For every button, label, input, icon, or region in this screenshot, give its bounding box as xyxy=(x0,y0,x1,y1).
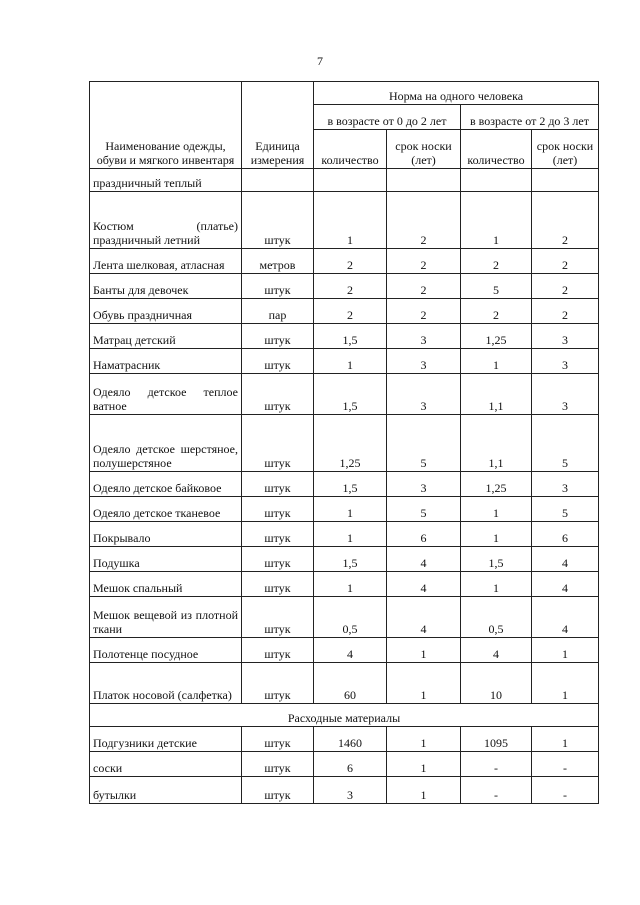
qty-0-2: 1,5 xyxy=(314,472,387,497)
qty-2-3: 1 xyxy=(461,522,532,547)
qty-0-2: 1 xyxy=(314,497,387,522)
term-0-2: 2 xyxy=(387,249,461,274)
item-name: Покрывало xyxy=(90,522,242,547)
item-name: Подгузники детские xyxy=(90,727,242,752)
item-unit: штук xyxy=(242,415,314,472)
header-age-0-2: в возрасте от 0 до 2 лет xyxy=(314,105,461,130)
item-name: Наматрасник xyxy=(90,349,242,374)
header-qty-1: количество xyxy=(314,130,387,169)
qty-2-3: 0,5 xyxy=(461,597,532,638)
item-name: Обувь праздничная xyxy=(90,299,242,324)
item-unit: штук xyxy=(242,192,314,249)
term-0-2: 2 xyxy=(387,274,461,299)
term-2-3: 5 xyxy=(532,497,599,522)
item-unit: штук xyxy=(242,324,314,349)
term-2-3: 1 xyxy=(532,638,599,663)
term-2-3: 3 xyxy=(532,349,599,374)
item-name: Полотенце посудное xyxy=(90,638,242,663)
item-unit: штук xyxy=(242,374,314,415)
term-0-2: 3 xyxy=(387,374,461,415)
term-2-3 xyxy=(532,169,599,192)
item-unit: штук xyxy=(242,597,314,638)
qty-2-3: 1,1 xyxy=(461,415,532,472)
term-0-2: 1 xyxy=(387,638,461,663)
norms-table xyxy=(89,81,599,804)
term-2-3: 4 xyxy=(532,547,599,572)
item-name: Мешок вещевой из плотной ткани xyxy=(90,597,242,638)
item-name: Платок носовой (салфетка) xyxy=(90,663,242,704)
term-2-3: 3 xyxy=(532,374,599,415)
qty-2-3: 2 xyxy=(461,249,532,274)
qty-0-2: 1,25 xyxy=(314,415,387,472)
item-unit: штук xyxy=(242,752,314,777)
term-0-2: 4 xyxy=(387,572,461,597)
term-0-2: 1 xyxy=(387,663,461,704)
item-unit: штук xyxy=(242,547,314,572)
table-row xyxy=(90,324,599,349)
qty-2-3: 1 xyxy=(461,572,532,597)
item-name: бутылки xyxy=(90,777,242,804)
term-2-3: - xyxy=(532,777,599,804)
term-0-2: 5 xyxy=(387,497,461,522)
section-row xyxy=(90,704,599,727)
term-2-3: 1 xyxy=(532,727,599,752)
qty-0-2: 0,5 xyxy=(314,597,387,638)
qty-2-3: - xyxy=(461,777,532,804)
item-name: Одеяло детское тканевое xyxy=(90,497,242,522)
qty-0-2: 2 xyxy=(314,299,387,324)
item-unit: штук xyxy=(242,497,314,522)
term-2-3: 2 xyxy=(532,249,599,274)
header-unit: Единица измерения xyxy=(242,82,314,169)
item-unit xyxy=(242,169,314,192)
term-0-2: 3 xyxy=(387,349,461,374)
table-row xyxy=(90,638,599,663)
item-unit: штук xyxy=(242,522,314,547)
qty-2-3: 1095 xyxy=(461,727,532,752)
qty-0-2: 2 xyxy=(314,249,387,274)
table-row xyxy=(90,349,599,374)
item-name: Одеяло детское теплое ватное xyxy=(90,374,242,415)
table-row xyxy=(90,472,599,497)
qty-2-3: 1 xyxy=(461,349,532,374)
qty-2-3 xyxy=(461,169,532,192)
qty-0-2: 1,5 xyxy=(314,324,387,349)
header-qty-2: количество xyxy=(461,130,532,169)
item-unit: штук xyxy=(242,349,314,374)
table-row xyxy=(90,572,599,597)
term-0-2: 1 xyxy=(387,752,461,777)
item-unit: штук xyxy=(242,727,314,752)
qty-0-2: 4 xyxy=(314,638,387,663)
table-row xyxy=(90,374,599,415)
qty-0-2: 1 xyxy=(314,522,387,547)
item-name: Одеяло детское шерстяное, полушерстяное xyxy=(90,415,242,472)
table-row xyxy=(90,274,599,299)
term-2-3: 2 xyxy=(532,299,599,324)
table-row xyxy=(90,497,599,522)
qty-0-2: 1 xyxy=(314,192,387,249)
table-row xyxy=(90,299,599,324)
item-unit: штук xyxy=(242,777,314,804)
term-0-2: 5 xyxy=(387,415,461,472)
term-0-2: 4 xyxy=(387,547,461,572)
qty-0-2 xyxy=(314,169,387,192)
term-2-3: - xyxy=(532,752,599,777)
term-0-2 xyxy=(387,169,461,192)
item-unit: штук xyxy=(242,638,314,663)
item-name: Матрац детский xyxy=(90,324,242,349)
qty-0-2: 2 xyxy=(314,274,387,299)
qty-2-3: - xyxy=(461,752,532,777)
qty-0-2: 1,5 xyxy=(314,374,387,415)
item-unit: штук xyxy=(242,274,314,299)
term-0-2: 6 xyxy=(387,522,461,547)
term-0-2: 2 xyxy=(387,192,461,249)
qty-2-3: 1,1 xyxy=(461,374,532,415)
item-unit: метров xyxy=(242,249,314,274)
term-2-3: 1 xyxy=(532,663,599,704)
item-unit: штук xyxy=(242,572,314,597)
qty-2-3: 2 xyxy=(461,299,532,324)
item-name: Одеяло детское байковое xyxy=(90,472,242,497)
term-0-2: 3 xyxy=(387,324,461,349)
qty-2-3: 5 xyxy=(461,274,532,299)
qty-2-3: 1,25 xyxy=(461,472,532,497)
header-term-2: срок носки (лет) xyxy=(532,130,599,169)
term-2-3: 3 xyxy=(532,472,599,497)
qty-0-2: 1,5 xyxy=(314,547,387,572)
header-age-2-3: в возрасте от 2 до 3 лет xyxy=(461,105,599,130)
header-norm-group: Норма на одного человека xyxy=(314,82,599,105)
item-name: Мешок спальный xyxy=(90,572,242,597)
table-row xyxy=(90,547,599,572)
table-row xyxy=(90,727,599,752)
term-2-3: 3 xyxy=(532,324,599,349)
term-0-2: 2 xyxy=(387,299,461,324)
table-row xyxy=(90,522,599,547)
item-name: Лента шелковая, атласная xyxy=(90,249,242,274)
term-2-3: 2 xyxy=(532,192,599,249)
term-2-3: 4 xyxy=(532,597,599,638)
qty-0-2: 60 xyxy=(314,663,387,704)
table-row xyxy=(90,415,599,472)
table-row xyxy=(90,249,599,274)
table-row xyxy=(90,777,599,804)
term-0-2: 1 xyxy=(387,727,461,752)
item-unit: штук xyxy=(242,663,314,704)
qty-2-3: 1 xyxy=(461,497,532,522)
header-name: Наименование одежды, обуви и мягкого инвентаря xyxy=(90,82,242,169)
table-row xyxy=(90,663,599,704)
table-row xyxy=(90,192,599,249)
qty-2-3: 10 xyxy=(461,663,532,704)
term-0-2: 1 xyxy=(387,777,461,804)
item-name: Подушка xyxy=(90,547,242,572)
table-row xyxy=(90,169,599,192)
item-unit: штук xyxy=(242,472,314,497)
qty-0-2: 3 xyxy=(314,777,387,804)
header-term-1: срок носки (лет) xyxy=(387,130,461,169)
qty-2-3: 1,5 xyxy=(461,547,532,572)
term-0-2: 3 xyxy=(387,472,461,497)
table-row xyxy=(90,597,599,638)
term-2-3: 6 xyxy=(532,522,599,547)
qty-0-2: 6 xyxy=(314,752,387,777)
table-row xyxy=(90,752,599,777)
header-row-1 xyxy=(90,82,599,105)
qty-0-2: 1460 xyxy=(314,727,387,752)
item-name: соски xyxy=(90,752,242,777)
item-name: Банты для девочек xyxy=(90,274,242,299)
term-2-3: 5 xyxy=(532,415,599,472)
section-title: Расходные материалы xyxy=(90,704,599,727)
qty-0-2: 1 xyxy=(314,572,387,597)
term-2-3: 2 xyxy=(532,274,599,299)
item-name: праздничный теплый xyxy=(90,169,242,192)
item-name: Костюм (платье) праздничный летний xyxy=(90,192,242,249)
term-0-2: 4 xyxy=(387,597,461,638)
term-2-3: 4 xyxy=(532,572,599,597)
qty-0-2: 1 xyxy=(314,349,387,374)
item-unit: пар xyxy=(242,299,314,324)
qty-2-3: 1 xyxy=(461,192,532,249)
qty-2-3: 1,25 xyxy=(461,324,532,349)
page-number: 7 xyxy=(317,54,323,68)
qty-2-3: 4 xyxy=(461,638,532,663)
